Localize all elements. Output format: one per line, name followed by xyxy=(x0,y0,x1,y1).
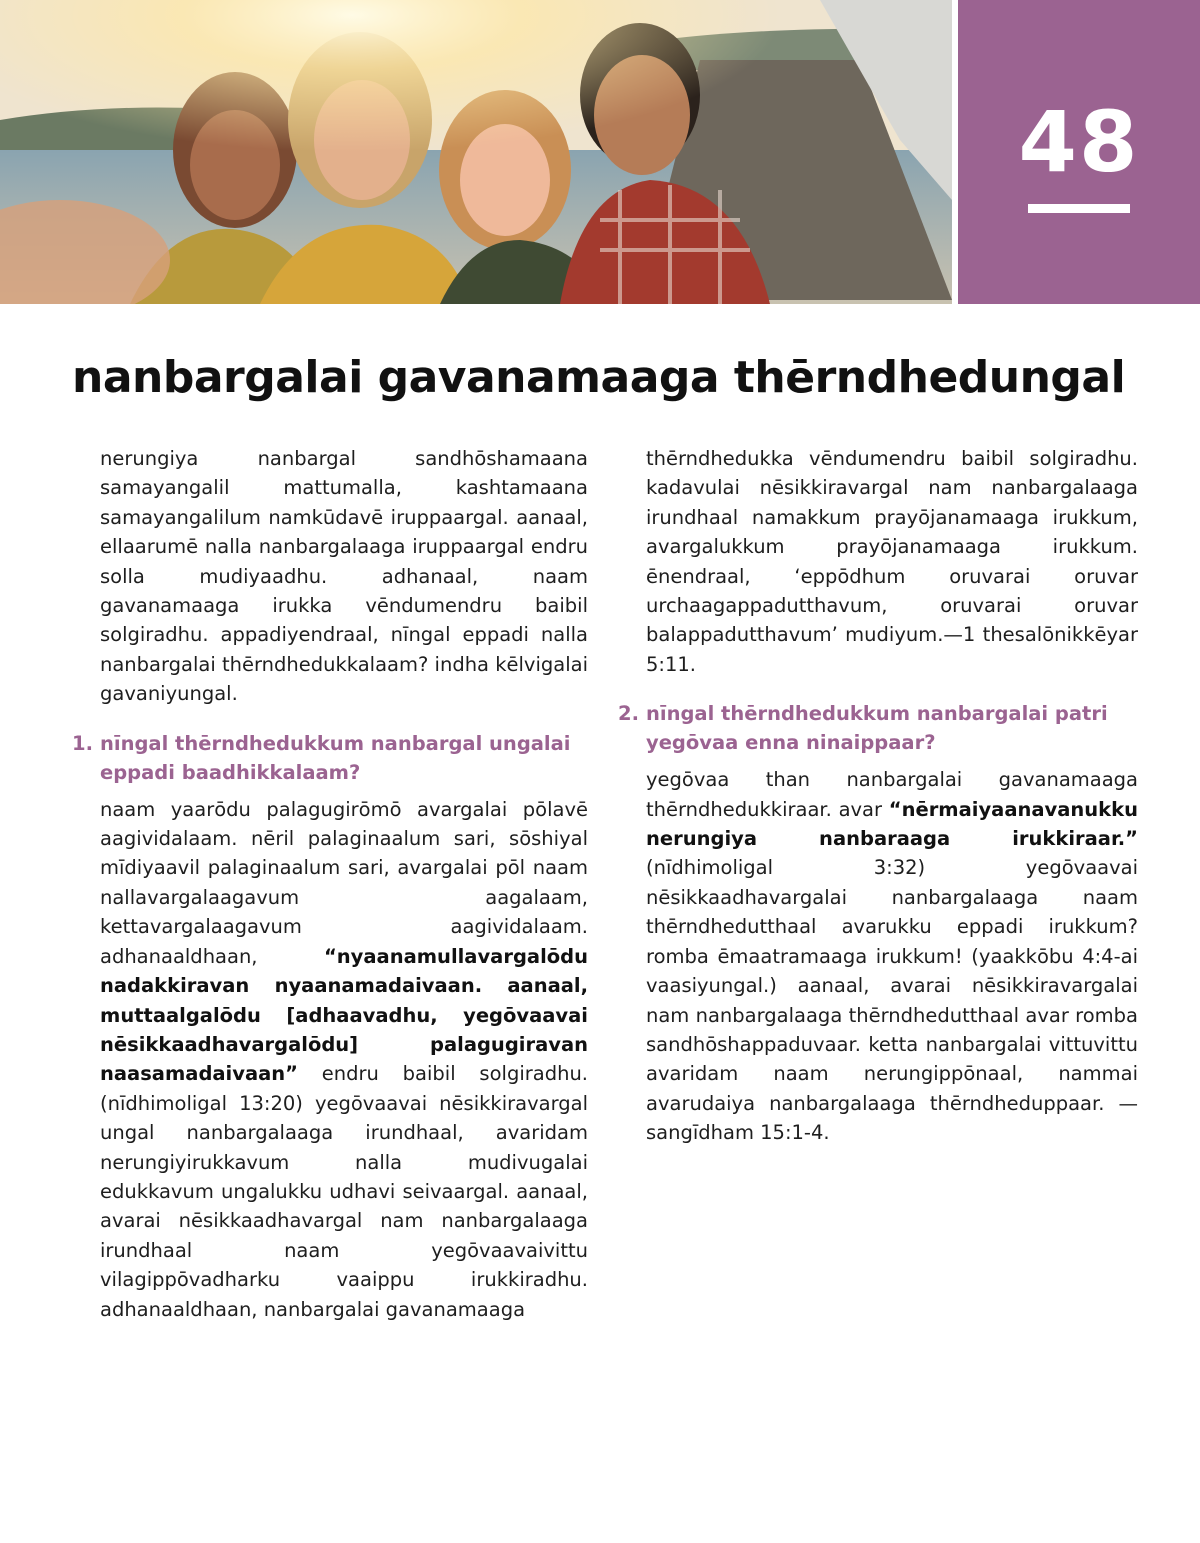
group-photo-icon xyxy=(0,0,952,304)
intro-paragraph: nerungiya nanbargal sandhōshamaana samayangalil mattumalla, kashtamaana samayangalilum namkūdavē iruppaargal. aanaal, ellaarumē nalla nanbargalaaga iruppaargal endru solla mudiyaadhu. adhanaal, naam gavanamaaga irukka vēndumendru baibil solgiradhu. appadiyendraal, nīngal eppadi nalla nanbargalai thērndhedukkalaam? indha kēlvigalai gavaniyungal. xyxy=(100,447,588,706)
page-title: nanbargalai gavanamaaga thērndhedungal xyxy=(72,352,1126,403)
section-2-quote: “nērmaiyaanavanukku nerungiya nanbaraaga irukkiraar.” xyxy=(646,797,1138,851)
question-1-number: 1. xyxy=(72,731,93,755)
hero-photo xyxy=(0,0,952,304)
section-2-paragraph xyxy=(618,765,1138,1147)
section-2-text-a: yegōvaa than nanbargalai gavanamaaga thērndhedukkiraar. avar xyxy=(646,768,1138,821)
section-1-paragraph xyxy=(72,795,588,1324)
question-2-number: 2. xyxy=(618,702,639,726)
section-1-quote: “nyaanamullavargalōdu nadakkiravan nyaanamadaivaan. aanaal, muttaalgalōdu [adhaavadhu, yegōvaavai nēsikkaadhavargalōdu] palagugiravan naasamadaivaan” xyxy=(100,944,588,1086)
right-column xyxy=(618,444,1138,1148)
question-1-text: nīngal thērndhedukkum nanbargal ungalai eppadi baadhikkalaam? xyxy=(100,731,571,784)
section-2-text-b: (nīdhimoligal 3:32) yegōvaavai nēsikkaadhavargalai nanbargalaaga naam thērndhedutthaal avarukku eppadi irukkum? romba ēmaatramaaga irukkum! (yaakkōbu 4:4-ai vaasiyungal.) aanaal, avarai nēsikkiravargalai nam nanbargalaaga thērndhedutthaal avar romba sandhōshappaduvaar. ketta nanbargalai vittuvittu avaridam naam nerungippōnaal, nammai avarudaiya nanbargalaaga thērndheduppaar. —sangīdham 15:1-4. xyxy=(646,856,1138,1145)
lesson-underline xyxy=(1028,204,1130,213)
question-1 xyxy=(72,729,588,787)
section-1-continued: thērndhedukka vēndumendru baibil solgiradhu. kadavulai nēsikkiravargal nam nanbargalaaga irundhaal namakkum prayōjanamaaga irukkum, avargalukkum prayōjanamaaga irukkum. ēnendraal, ‘eppōdhum oruvarai oruvar urchaagappadutthavum, oruvarai oruvar balappadutthavum’ mudiyum.—1 thesalōnikkēyar 5:11. xyxy=(646,447,1138,676)
section-1-text-b: endru baibil solgiradhu. (nīdhimoligal 13:20) yegōvaavai nēsikkiravargal ungal nanbargalaaga irundhaal, avaridam nerungiyirukkavum nalla mudivugalai edukkavum ungalukku udhavi seivaargal. aanaal, avarai nēsikkaadhavargal nam nanbargalaaga irundhaal naam yegōvaavaivittu vilagippōvadharku vaaippu irukkiradhu. adhanaaldhaan, nanbargalai gavanamaaga xyxy=(100,1062,588,1321)
left-column xyxy=(72,444,588,1324)
question-2 xyxy=(618,699,1138,757)
lesson-number: 48 xyxy=(1018,93,1140,191)
lesson-number-badge xyxy=(958,0,1200,304)
question-2-text: nīngal thērndhedukkum nanbargalai patri yegōvaa enna ninaippaar? xyxy=(646,702,1108,755)
section-1-text-a: naam yaarōdu palagugirōmō avargalai pōlavē aagividalaam. nēril palaginaalum sari, sōshiyal mīdiyaavil palaginaalum sari, avargalai pōl naam nallavargalaagavum aagalaam, kettavargalaagavum aagividalaam. adhanaaldhaan, xyxy=(100,797,588,968)
